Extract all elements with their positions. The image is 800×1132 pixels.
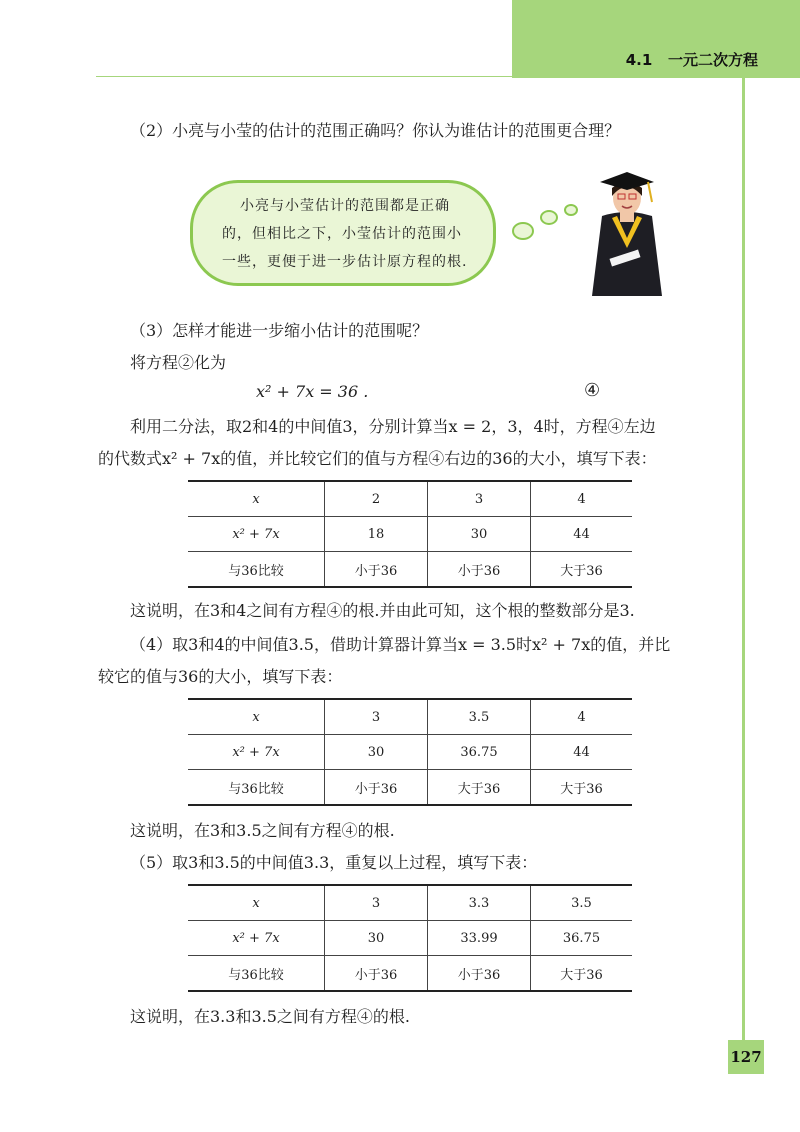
page-number: 127: [728, 1040, 764, 1074]
table-cell: 33.99: [428, 921, 531, 956]
table-row: [188, 956, 632, 992]
table-cell: 大于36: [428, 770, 531, 806]
table-row: [188, 885, 632, 921]
speech-line: 一些，更便于进一步估计原方程的根.: [222, 254, 468, 270]
speech-line: 小亮与小莹估计的范围都是正确: [240, 198, 450, 214]
table-row: [188, 921, 632, 956]
question-3-heading: （3）怎样才能进一步缩小估计的范围呢？: [130, 321, 429, 340]
table-cell: 与36比较: [188, 552, 325, 588]
table-cell: 30: [325, 735, 428, 770]
table-cell: 与36比较: [188, 956, 325, 992]
question-3-paragraph-line-2: 的代数式x² + 7x的值，并比较它们的值与方程④右边的36的大小，填写下表：: [98, 449, 657, 468]
table-cell: 大于36: [531, 770, 633, 806]
table-cell: 36.75: [428, 735, 531, 770]
question-3-intro: 将方程②化为: [130, 353, 227, 372]
table-cell: 2: [325, 481, 428, 517]
table-cell: x: [188, 481, 325, 517]
table-cell: x² + 7x: [188, 517, 325, 552]
speech-line: 的，但相比之下，小莹估计的范围小: [222, 226, 462, 242]
table-cell: 大于36: [531, 552, 633, 588]
table-row: [188, 517, 632, 552]
conclusion-1: 这说明，在3和4之间有方程④的根.并由此可知，这个根的整数部分是3.: [130, 601, 635, 620]
table-cell: 4: [531, 481, 633, 517]
table-row: [188, 552, 632, 588]
question-4-line-1: （4）取3和4的中间值3.5，借助计算器计算当x = 3.5时x² + 7x的值，并比: [130, 635, 671, 654]
table-cell: 36.75: [531, 921, 633, 956]
table-cell: 4: [531, 699, 633, 735]
thought-bubble-dot: [540, 210, 558, 225]
side-rule: [742, 78, 745, 1068]
table-cell: x² + 7x: [188, 735, 325, 770]
question-2: （2）小亮与小莹的估计的范围正确吗？你认为谁估计的范围更合理？: [130, 121, 621, 140]
equation-label: ④: [584, 380, 601, 401]
conclusion-2: 这说明，在3和3.5之间有方程④的根.: [130, 821, 395, 840]
table-cell: 30: [428, 517, 531, 552]
table-row: [188, 770, 632, 806]
table-cell: 44: [531, 735, 633, 770]
thought-bubble-dot: [564, 204, 578, 216]
question-4-line-2: 较它的值与36的大小，填写下表：: [98, 667, 343, 686]
question-5: （5）取3和3.5的中间值3.3，重复以上过程，填写下表：: [130, 853, 538, 872]
data-table-1: [188, 480, 632, 588]
table-row: [188, 481, 632, 517]
table-cell: 小于36: [325, 956, 428, 992]
table-cell: x: [188, 699, 325, 735]
table-cell: 3: [428, 481, 531, 517]
data-table-3: [188, 884, 632, 992]
table-row: [188, 699, 632, 735]
table-cell: 3.5: [428, 699, 531, 735]
table-cell: 小于36: [325, 770, 428, 806]
graduate-student-illustration: [582, 168, 672, 296]
section-title: 4.1 一元二次方程: [625, 51, 758, 69]
equation-4: x² + 7x = 36 .: [256, 382, 369, 401]
speech-bubble-text: [222, 192, 490, 276]
table-cell: 3.3: [428, 885, 531, 921]
table-cell: x: [188, 885, 325, 921]
table-cell: 3.5: [531, 885, 633, 921]
table-cell: x² + 7x: [188, 921, 325, 956]
table-cell: 与36比较: [188, 770, 325, 806]
table-cell: 3: [325, 699, 428, 735]
table-cell: 3: [325, 885, 428, 921]
thought-bubble-dot: [512, 222, 534, 240]
table-cell: 小于36: [325, 552, 428, 588]
table-row: [188, 735, 632, 770]
table-cell: 18: [325, 517, 428, 552]
table-cell: 小于36: [428, 956, 531, 992]
conclusion-3: 这说明，在3.3和3.5之间有方程④的根.: [130, 1007, 410, 1026]
table-cell: 小于36: [428, 552, 531, 588]
table-cell: 44: [531, 517, 633, 552]
data-table-2: [188, 698, 632, 806]
header-tab: [512, 0, 800, 78]
table-cell: 大于36: [531, 956, 633, 992]
table-cell: 30: [325, 921, 428, 956]
header-rule: [96, 76, 512, 77]
question-3-paragraph-line-1: 利用二分法，取2和4的中间值3，分别计算当x = 2，3，4时，方程④左边: [130, 417, 656, 436]
